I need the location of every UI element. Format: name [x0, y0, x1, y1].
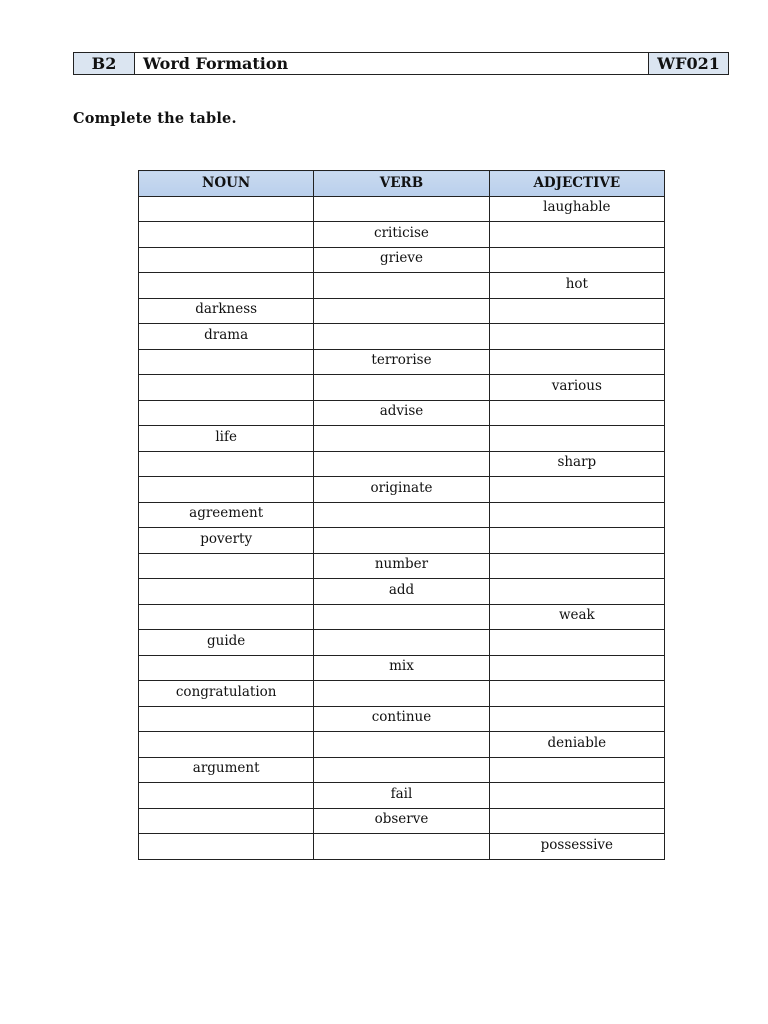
- table-row: [139, 553, 665, 579]
- table-row: [139, 502, 665, 528]
- cell-adjective: [489, 732, 664, 758]
- cell-adjective[interactable]: [489, 783, 664, 809]
- table-row: [139, 477, 665, 503]
- cell-text: agreement: [189, 505, 264, 521]
- cell-verb: [314, 477, 489, 503]
- worksheet-code: WF021: [648, 53, 728, 74]
- table-row: [139, 681, 665, 707]
- cell-adjective[interactable]: [489, 477, 664, 503]
- cell-verb[interactable]: [314, 426, 489, 452]
- cell-text: weak: [558, 607, 595, 623]
- table-row: [139, 298, 665, 324]
- table-row: [139, 579, 665, 605]
- cell-verb: [314, 400, 489, 426]
- cell-noun: [139, 757, 314, 783]
- cell-noun: [139, 681, 314, 707]
- column-header-noun: NOUN: [139, 171, 314, 197]
- cell-noun[interactable]: [139, 400, 314, 426]
- cell-adjective[interactable]: [489, 681, 664, 707]
- cell-noun[interactable]: [139, 783, 314, 809]
- cell-noun[interactable]: [139, 834, 314, 860]
- table-row: [139, 426, 665, 452]
- cell-noun[interactable]: [139, 451, 314, 477]
- cell-text: hot: [565, 275, 588, 292]
- cell-text: continue: [371, 709, 432, 725]
- table-row: [139, 783, 665, 809]
- level-badge: B2: [74, 53, 135, 74]
- cell-verb[interactable]: [314, 298, 489, 324]
- cell-verb[interactable]: [314, 196, 489, 222]
- cell-text: life: [215, 428, 237, 445]
- cell-adjective[interactable]: [489, 298, 664, 324]
- cell-noun[interactable]: [139, 655, 314, 681]
- cell-noun[interactable]: [139, 808, 314, 834]
- cell-text: poverty: [200, 530, 253, 547]
- cell-text: laughable: [543, 199, 611, 215]
- cell-verb[interactable]: [314, 834, 489, 860]
- table-row: [139, 222, 665, 248]
- cell-text: criticise: [374, 224, 429, 241]
- cell-text: grieve: [379, 250, 423, 266]
- cell-adjective[interactable]: [489, 706, 664, 732]
- table-row: [139, 732, 665, 758]
- cell-text: terrorise: [371, 352, 432, 368]
- table-row: [139, 375, 665, 401]
- cell-noun[interactable]: [139, 604, 314, 630]
- cell-adjective[interactable]: [489, 655, 664, 681]
- cell-text: argument: [192, 760, 260, 776]
- cell-verb[interactable]: [314, 757, 489, 783]
- cell-text: fail: [390, 785, 413, 802]
- cell-verb[interactable]: [314, 604, 489, 630]
- cell-adjective: [489, 834, 664, 860]
- table-row: [139, 247, 665, 273]
- table-row: [139, 196, 665, 222]
- cell-verb[interactable]: [314, 528, 489, 554]
- cell-adjective[interactable]: [489, 349, 664, 375]
- cell-verb[interactable]: [314, 630, 489, 656]
- cell-adjective: [489, 604, 664, 630]
- cell-noun[interactable]: [139, 732, 314, 758]
- cell-adjective[interactable]: [489, 528, 664, 554]
- cell-noun[interactable]: [139, 273, 314, 299]
- cell-text: congratulation: [175, 683, 277, 700]
- table-row: [139, 834, 665, 860]
- cell-verb[interactable]: [314, 681, 489, 707]
- table-body: [139, 196, 665, 859]
- cell-text: originate: [370, 479, 433, 496]
- table-row: [139, 451, 665, 477]
- table-row: [139, 706, 665, 732]
- cell-text: observe: [374, 811, 429, 827]
- cell-text: advise: [379, 403, 424, 419]
- cell-verb[interactable]: [314, 502, 489, 528]
- cell-adjective[interactable]: [489, 222, 664, 248]
- cell-noun[interactable]: [139, 375, 314, 401]
- cell-adjective[interactable]: [489, 247, 664, 273]
- table-row: [139, 400, 665, 426]
- cell-noun: [139, 426, 314, 452]
- column-header-adjective: ADJECTIVE: [489, 171, 664, 197]
- cell-text: add: [388, 581, 415, 598]
- cell-noun[interactable]: [139, 222, 314, 248]
- cell-text: possessive: [540, 836, 614, 853]
- cell-adjective[interactable]: [489, 426, 664, 452]
- cell-verb: [314, 808, 489, 834]
- cell-adjective: [489, 451, 664, 477]
- cell-noun[interactable]: [139, 706, 314, 732]
- cell-verb: [314, 247, 489, 273]
- cell-verb: [314, 706, 489, 732]
- table-row: [139, 528, 665, 554]
- worksheet-header: [73, 52, 729, 75]
- cell-adjective[interactable]: [489, 400, 664, 426]
- column-header-verb: VERB: [314, 171, 489, 197]
- cell-noun: [139, 502, 314, 528]
- cell-adjective[interactable]: [489, 324, 664, 350]
- cell-text: various: [551, 377, 602, 394]
- cell-noun[interactable]: [139, 579, 314, 605]
- cell-adjective[interactable]: [489, 502, 664, 528]
- cell-verb[interactable]: [314, 375, 489, 401]
- cell-noun: [139, 630, 314, 656]
- cell-noun: [139, 528, 314, 554]
- cell-noun: [139, 298, 314, 324]
- cell-noun[interactable]: [139, 349, 314, 375]
- cell-noun[interactable]: [139, 477, 314, 503]
- cell-noun: [139, 324, 314, 350]
- cell-text: sharp: [557, 454, 597, 470]
- instruction-text: Complete the table.: [73, 110, 237, 127]
- cell-adjective[interactable]: [489, 579, 664, 605]
- cell-adjective: [489, 375, 664, 401]
- cell-text: number: [374, 556, 429, 572]
- cell-verb: [314, 349, 489, 375]
- cell-adjective[interactable]: [489, 757, 664, 783]
- table-row: [139, 324, 665, 350]
- cell-text: deniable: [547, 734, 607, 751]
- table-row: [139, 349, 665, 375]
- cell-verb: [314, 655, 489, 681]
- cell-verb: [314, 553, 489, 579]
- cell-text: guide: [207, 632, 246, 649]
- table-row: [139, 273, 665, 299]
- cell-adjective[interactable]: [489, 553, 664, 579]
- cell-text: mix: [389, 658, 414, 674]
- cell-verb[interactable]: [314, 451, 489, 477]
- word-formation-table: [138, 170, 665, 860]
- table-row: [139, 757, 665, 783]
- table-row: [139, 630, 665, 656]
- cell-noun[interactable]: [139, 196, 314, 222]
- cell-verb[interactable]: [314, 273, 489, 299]
- cell-adjective: [489, 273, 664, 299]
- worksheet-title: Word Formation: [135, 53, 648, 74]
- table-row: [139, 655, 665, 681]
- table-row: [139, 604, 665, 630]
- cell-verb[interactable]: [314, 324, 489, 350]
- cell-verb: [314, 783, 489, 809]
- cell-text: drama: [204, 326, 249, 343]
- cell-text: darkness: [195, 301, 258, 317]
- cell-verb: [314, 222, 489, 248]
- cell-adjective[interactable]: [489, 808, 664, 834]
- cell-noun[interactable]: [139, 247, 314, 273]
- table-row: [139, 808, 665, 834]
- cell-verb[interactable]: [314, 732, 489, 758]
- table-header-row: [139, 171, 665, 197]
- cell-noun[interactable]: [139, 553, 314, 579]
- cell-adjective[interactable]: [489, 630, 664, 656]
- cell-adjective: [489, 196, 664, 222]
- cell-verb: [314, 579, 489, 605]
